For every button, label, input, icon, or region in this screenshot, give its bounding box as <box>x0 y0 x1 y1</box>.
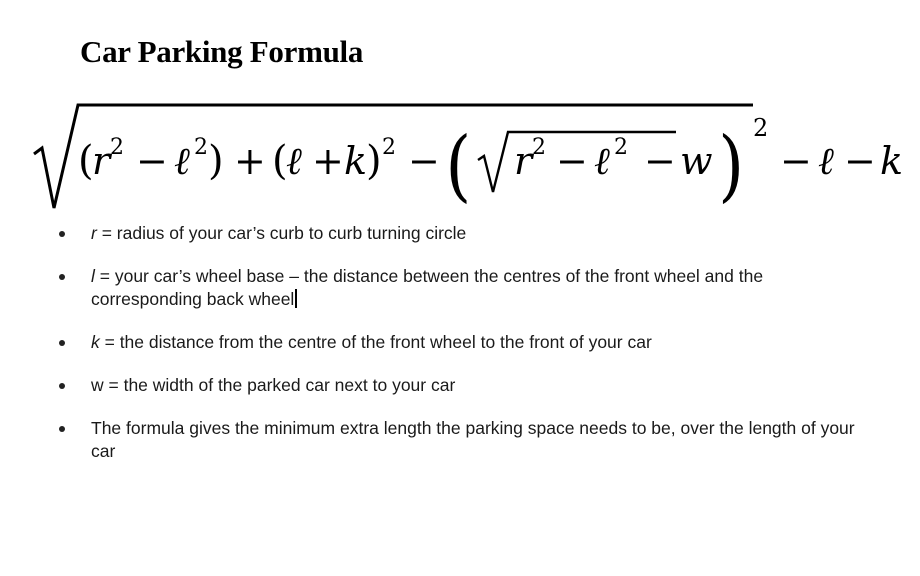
definition-text: = your car’s wheel base – the distance between the centres of the front wheel and the corresponding back wheel <box>91 266 764 309</box>
big-paren-open: ( <box>445 120 472 212</box>
text-cursor <box>295 289 297 308</box>
page-title: Car Parking Formula <box>80 34 364 69</box>
formula-graphic <box>28 96 908 216</box>
exp-5: 2 <box>614 135 628 160</box>
bullet-icon <box>59 383 65 389</box>
bullet-icon <box>59 231 65 237</box>
var-l-2: ℓ <box>286 139 302 183</box>
var-l-4: ℓ <box>818 139 834 183</box>
definition-text: = the distance from the centre of the front wheel to the front of your car <box>99 332 652 352</box>
definition-text: = radius of your car’s curb to curb turning circle <box>96 223 467 243</box>
variable-name: r <box>91 223 97 243</box>
var-k-2: k <box>880 139 904 183</box>
paren-open-1: ( <box>78 138 94 184</box>
variable-name: l <box>91 266 95 286</box>
exp-1: 2 <box>110 135 124 160</box>
definition-text: w = the width of the parked car next to your car <box>91 375 456 395</box>
var-w: w <box>680 139 713 183</box>
plus-1: + <box>234 139 266 183</box>
minus-3: − <box>556 139 588 183</box>
exp-4: 2 <box>532 135 546 160</box>
minus-1: − <box>136 139 168 183</box>
paren-open-2: ( <box>272 138 288 184</box>
parking-formula <box>28 96 908 216</box>
exp-2: 2 <box>194 135 208 160</box>
minus-2: − <box>408 139 440 183</box>
big-paren-close: ) <box>718 120 745 212</box>
minus-6: − <box>844 139 876 183</box>
definition-text: The formula gives the minimum extra length the parking space needs to be, over the length of your car <box>91 418 855 461</box>
bullet-icon <box>59 426 65 432</box>
definitions-list <box>52 222 862 483</box>
list-item <box>52 222 862 245</box>
bullet-icon <box>59 340 65 346</box>
minus-4: − <box>644 139 676 183</box>
list-item <box>52 331 862 354</box>
list-item <box>52 374 862 397</box>
minus-5: − <box>780 139 812 183</box>
var-r-2: r <box>514 139 533 183</box>
plus-2: + <box>312 139 344 183</box>
var-r-1: r <box>92 139 111 183</box>
paren-close-2: ) <box>366 138 382 184</box>
paren-close-1: ) <box>208 138 224 184</box>
bullet-icon <box>59 274 65 280</box>
exp-6: 2 <box>753 114 769 142</box>
exp-3: 2 <box>382 135 396 160</box>
variable-name: k <box>91 332 100 352</box>
var-k-1: k <box>344 139 368 183</box>
list-item <box>52 417 862 463</box>
var-l-1: ℓ <box>174 139 190 183</box>
var-l-3: ℓ <box>594 139 610 183</box>
list-item <box>52 265 862 311</box>
